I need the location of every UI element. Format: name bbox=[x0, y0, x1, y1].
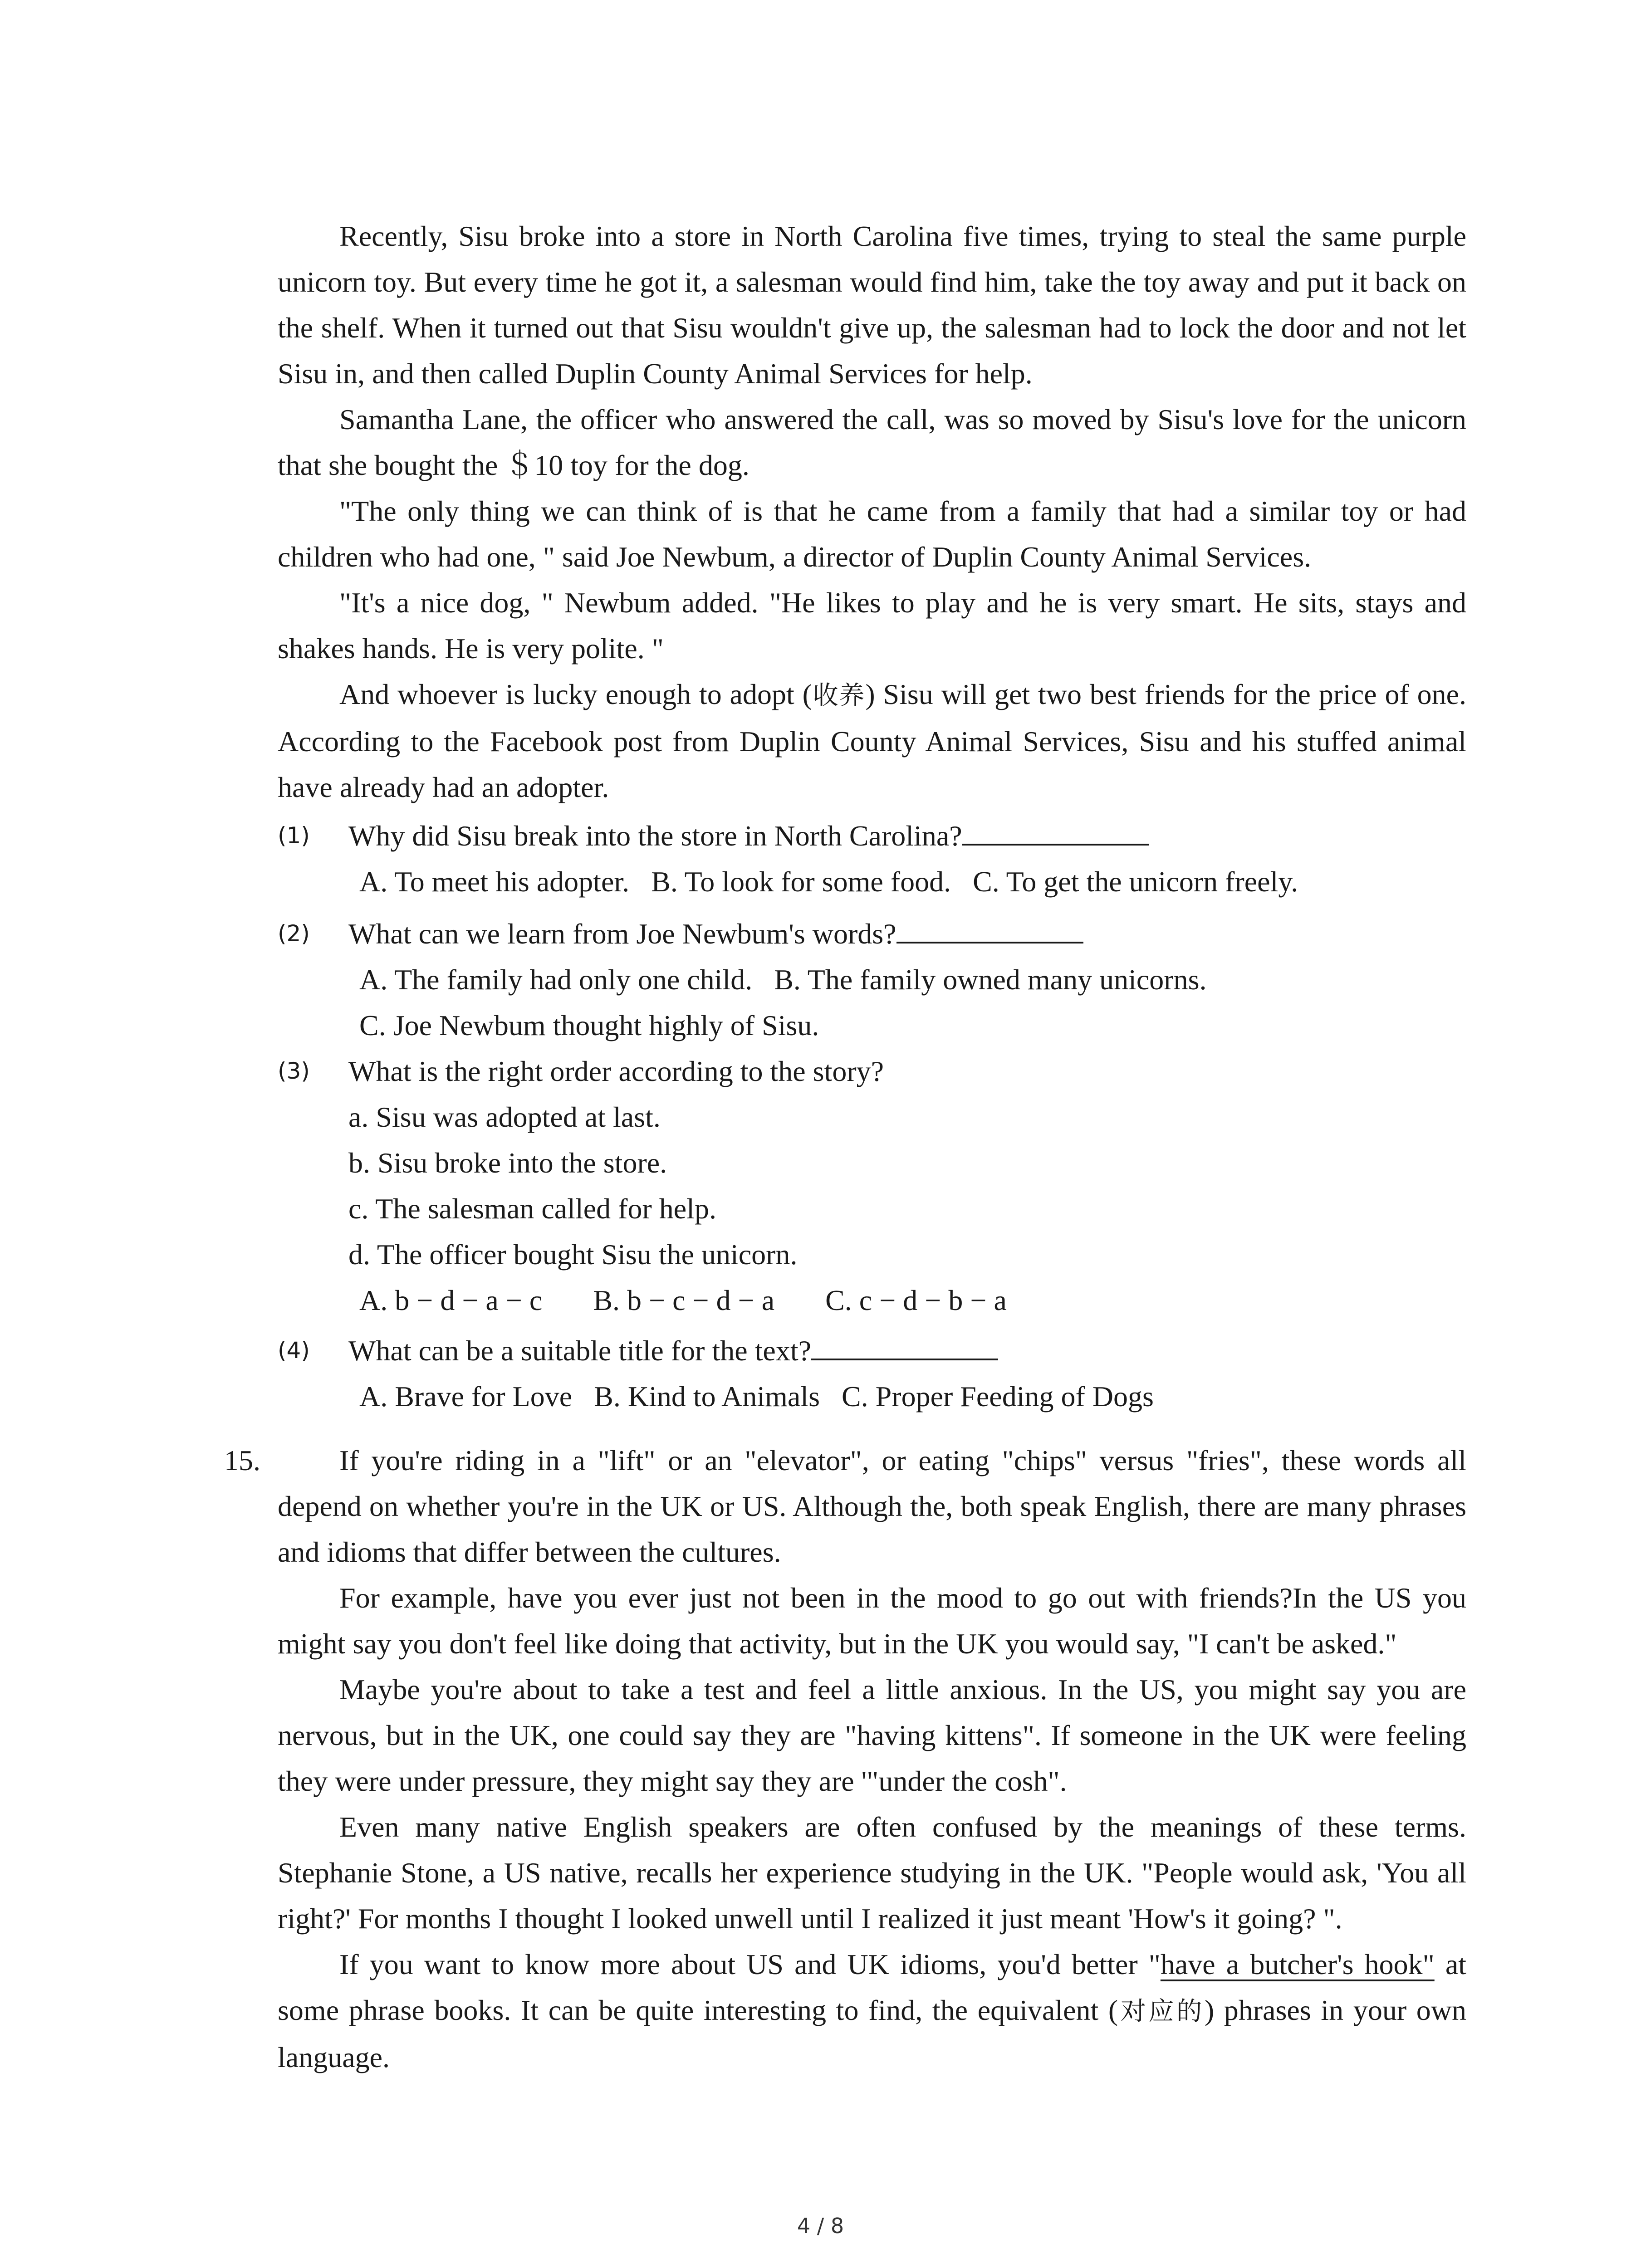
event-a: a. Sisu was adopted at last. bbox=[348, 1101, 661, 1133]
question-number: (3) bbox=[278, 1058, 310, 1084]
event-d: d. The officer bought Sisu the unicorn. bbox=[348, 1238, 798, 1271]
question-text bbox=[278, 1048, 1466, 1094]
event-c: c. The salesman called for help. bbox=[348, 1193, 716, 1225]
question-options: A. Brave for Love B. Kind to Animals C. Proper Feeding of Dogs bbox=[359, 1380, 1154, 1413]
question-number: (4) bbox=[278, 1337, 310, 1364]
question-text bbox=[278, 813, 1466, 859]
chinese-gloss: 对应的 bbox=[1118, 1997, 1205, 2026]
paragraph: "The only thing we can think of is that he came from a family that had a similar toy or had children who had one, " said Joe Newbum, a director of Duplin County Animal Services. bbox=[278, 495, 1466, 573]
question-options: A. b − d − a − c B. b − c − d − a C. c − d − b − a bbox=[359, 1284, 1007, 1316]
question-stem: What can be a suitable title for the text? bbox=[348, 1334, 811, 1367]
section-number: 15. bbox=[224, 1444, 260, 1476]
chinese-gloss: 收养 bbox=[812, 681, 866, 710]
event-b: b. Sisu broke into the store. bbox=[348, 1147, 667, 1179]
underlined-phrase: have a butcher's hook" bbox=[1160, 1948, 1435, 1980]
page-number: 4 / 8 bbox=[797, 2214, 844, 2238]
question-text bbox=[278, 1328, 1466, 1374]
question-stem: Why did Sisu break into the store in North Carolina? bbox=[348, 820, 962, 852]
question-stem: What is the right order according to the story? bbox=[348, 1055, 884, 1087]
paragraph bbox=[278, 671, 1466, 810]
paragraph: Samantha Lane, the officer who answered the call, was so moved by Sisu's love for the unicorn that she bought the ＄10 toy for the dog. bbox=[278, 403, 1466, 481]
question-2 bbox=[278, 911, 1466, 1048]
question-stem: What can we learn from Joe Newbum's words? bbox=[348, 918, 896, 950]
question-1 bbox=[278, 813, 1466, 904]
paragraph: Recently, Sisu broke into a store in North Carolina five times, trying to steal the same purple unicorn toy. But every time he got it, a salesman would find him, take the toy away and put it back on the shelf. When it turned out that Sisu wouldn't give up, the salesman had to lock the door and not let Sisu in, and then called Duplin County Animal Services for help. bbox=[278, 220, 1466, 390]
text: If you want to know more about US and UK idioms, you'd better " bbox=[339, 1948, 1161, 1980]
paragraph bbox=[278, 1941, 1466, 2080]
answer-blank[interactable] bbox=[896, 914, 1083, 943]
answer-blank[interactable] bbox=[962, 816, 1149, 846]
question-options: A. The family had only one child. B. The family owned many unicorns. bbox=[359, 963, 1207, 996]
paragraph: "It's a nice dog, " Newbum added. "He likes to play and he is very smart. He sits, stays and shakes hands. He is very polite. " bbox=[278, 587, 1466, 665]
text: And whoever is lucky enough to adopt ( bbox=[339, 678, 812, 710]
passage-15 bbox=[224, 1437, 1467, 2080]
question-options: A. To meet his adopter. B. To look for some food. C. To get the unicorn freely. bbox=[359, 865, 1298, 898]
paragraph: For example, have you ever just not been in the mood to go out with friends?In the US you might say you don't feel like doing that activity, but in the UK you would say, "I can't be asked." bbox=[278, 1582, 1466, 1660]
question-number: (2) bbox=[278, 920, 310, 947]
question-options: C. Joe Newbum thought highly of Sisu. bbox=[359, 1009, 819, 1041]
answer-blank[interactable] bbox=[811, 1331, 998, 1360]
paragraph: If you're riding in a "lift" or an "elevator", or eating "chips" versus "fries", these words all depend on whether you're in the UK or US. Although the, both speak English, there are many phrases and idioms that differ between the cultures. bbox=[278, 1444, 1466, 1568]
text: ) Sisu will get two best friends for the price of one. According to the Facebook post from Duplin County Animal Services, Sisu and his stuffed animal have already had an adopter. bbox=[278, 678, 1467, 803]
paragraph: Even many native English speakers are often confused by the meanings of these terms. Stephanie Stone, a US native, recalls her experience studying in the UK. "People would ask, 'You all right?' For months I thought I looked unwell until I realized it just meant 'How's it going? ". bbox=[278, 1811, 1466, 1935]
content-area bbox=[224, 213, 1467, 2080]
paragraph: Maybe you're about to take a test and feel a little anxious. In the US, you might say you are nervous, but in the UK, one could say they are "having kittens". If someone in the UK were feeling they were under pressure, they might say they are '"under the cosh". bbox=[278, 1673, 1466, 1797]
question-text bbox=[278, 911, 1466, 957]
question-3 bbox=[278, 1048, 1466, 1323]
question-4 bbox=[278, 1328, 1466, 1419]
text: ) phrases in your own language. bbox=[278, 1994, 1467, 2073]
text: at some phrase books. It can be quite interesting to find, the equivalent ( bbox=[278, 1948, 1467, 2026]
question-number: (1) bbox=[278, 822, 310, 849]
